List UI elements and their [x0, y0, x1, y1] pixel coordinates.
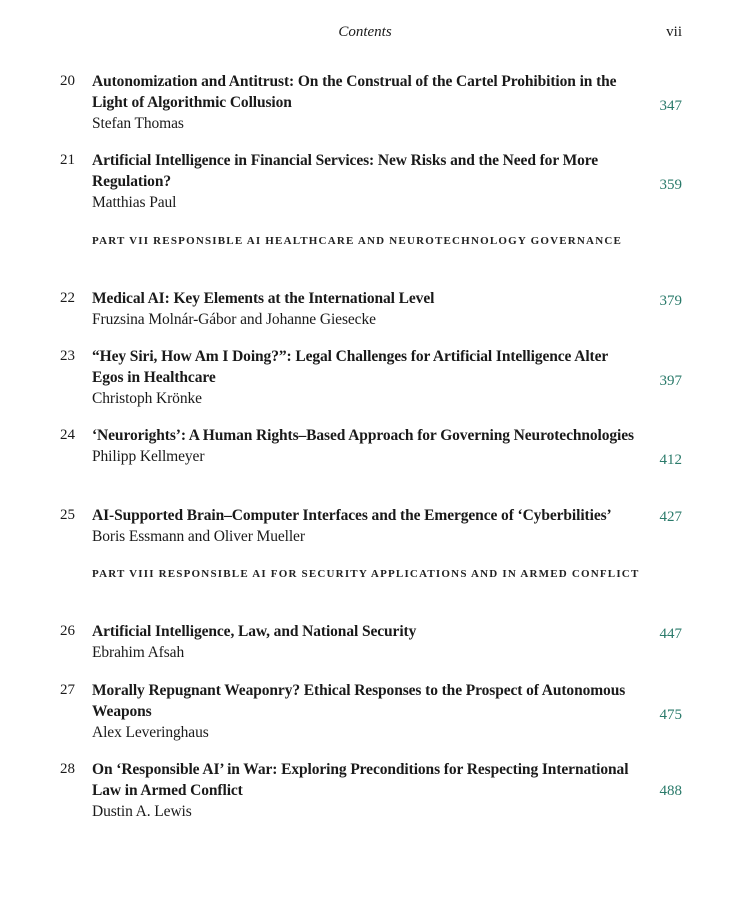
chapter-author: Alex Leveringhaus: [92, 724, 209, 741]
chapter-title-text: Medical AI: Key Elements at the International Level: [92, 290, 435, 307]
chapter-author: Boris Essmann and Oliver Mueller: [92, 528, 305, 545]
chapter-number: 23: [60, 348, 75, 364]
chapter-page: 359: [659, 177, 682, 193]
chapter-title: [92, 346, 642, 409]
chapter-author: Dustin A. Lewis: [92, 803, 192, 820]
chapter-number: 26: [60, 623, 75, 639]
chapter-title: [92, 505, 652, 547]
chapter-page: 475: [659, 707, 682, 723]
chapter-number: 28: [60, 761, 75, 777]
chapter-title: [92, 150, 642, 213]
chapter-title-text: Artificial Intelligence in Financial Services: New Risks and the Need for More Regulation?: [92, 152, 599, 190]
chapter-page: 379: [659, 293, 682, 309]
chapter-page: 347: [659, 98, 682, 114]
chapter-page: 397: [659, 373, 682, 389]
chapter-title-text: ‘Neurorights’: A Human Rights–Based Approach for Governing Neurotechnologies: [92, 427, 634, 444]
chapter-title: [92, 425, 642, 467]
chapter-author: Matthias Paul: [92, 194, 177, 211]
running-head: [0, 24, 730, 44]
chapter-page: 488: [659, 783, 682, 799]
chapter-author: Stefan Thomas: [92, 115, 184, 132]
chapter-title-text: On ‘Responsible AI’ in War: Exploring Preconditions for Respecting International Law in Armed Conflict: [92, 761, 629, 799]
chapter-title-text: Autonomization and Antitrust: On the Construal of the Cartel Prohibition in the Light of Algorithmic Collusion: [92, 73, 617, 111]
chapter-title: [92, 759, 642, 822]
chapter-number: 21: [60, 152, 75, 168]
chapter-page: 412: [659, 452, 682, 468]
part-heading-vii: PART VII RESPONSIBLE AI HEALTHCARE AND NEUROTECHNOLOGY GOVERNANCE: [92, 235, 623, 247]
chapter-title-text: Artificial Intelligence, Law, and National Security: [92, 623, 417, 640]
chapter-number: 24: [60, 427, 75, 443]
chapter-author: Philipp Kellmeyer: [92, 448, 205, 465]
chapter-number: 25: [60, 507, 75, 523]
chapter-page: 447: [659, 626, 682, 642]
chapter-title: [92, 71, 642, 134]
chapter-title: [92, 288, 642, 330]
chapter-author: Fruzsina Molnár-Gábor and Johanne Giesecke: [92, 311, 376, 328]
part-heading-viii: PART VIII RESPONSIBLE AI FOR SECURITY APPLICATIONS AND IN ARMED CONFLICT: [92, 568, 640, 580]
page-title: Contents: [338, 24, 392, 40]
chapter-number: 27: [60, 682, 75, 698]
chapter-author: Ebrahim Afsah: [92, 644, 185, 661]
chapter-number: 20: [60, 73, 75, 89]
chapter-title-text: AI-Supported Brain–Computer Interfaces and the Emergence of ‘Cyberbilities’: [92, 507, 612, 524]
chapter-title: [92, 680, 642, 743]
chapter-title-text: Morally Repugnant Weaponry? Ethical Responses to the Prospect of Autonomous Weapons: [92, 682, 626, 720]
chapter-title-text: “Hey Siri, How Am I Doing?”: Legal Challenges for Artificial Intelligence Alter Egos in Healthcare: [92, 348, 608, 386]
chapter-author: Christoph Krönke: [92, 390, 202, 407]
chapter-number: 22: [60, 290, 75, 306]
chapter-title: [92, 621, 642, 663]
chapter-page: 427: [659, 509, 682, 525]
page-number: vii: [666, 24, 682, 40]
